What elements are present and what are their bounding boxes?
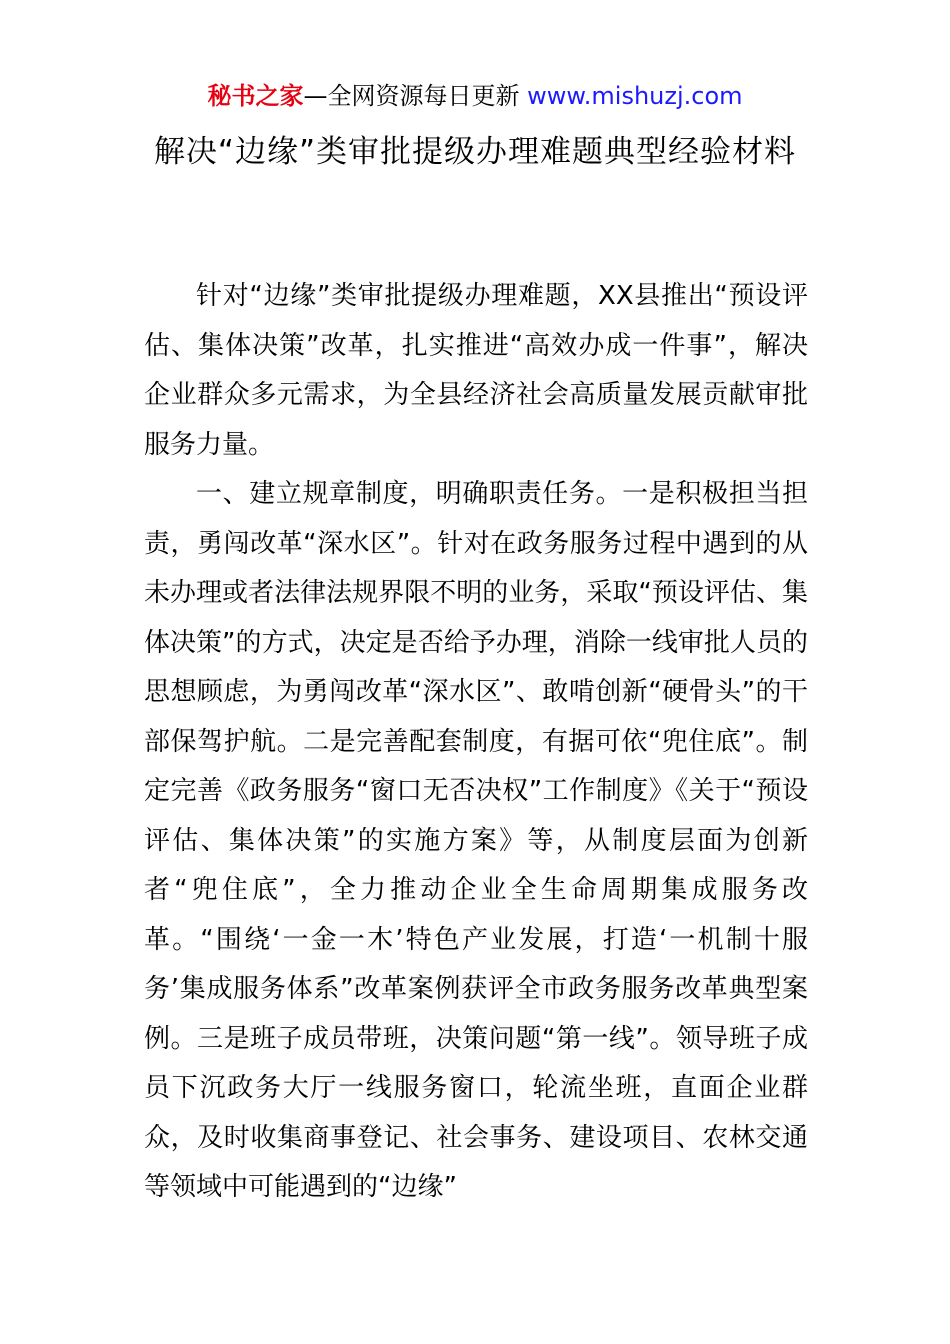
paragraph-section-1: 一、建立规章制度，明确职责任务。一是积极担当担责，勇闯改革“深水区”。针对在政务服务过程中遇到的从未办理或者法律法规界限不明的业务，采取“预设评估、集体决策”的方式，决定是否给予办理，消除一线审批人员的思想顾虑，为勇闯改革“深水区”、敢啃创新“硬骨头”的干部保驾护航。二是完善配套制度，有据可依“兜住底”。制定完善《政务服务“窗口无否决权”工作制度》《关于“预设评估、集体决策”的实施方案》等，从制度层面为创新者“兜住底”，全力推动企业全生命周期集成服务改革。“围绕‘一金一木’特色产业发展，打造‘一机制十服务’集成服务体系”改革案例获评全市政务服务改革典型案例。三是班子成员带班，决策问题“第一线”。领导班子成员下沉政务大厅一线服务窗口，轮流坐班，直面企业群众，及时收集商事登记、社会事务、建设项目、农林交通等领域中可能遇到的“边缘” — [144, 479, 808, 1202]
site-header — [0, 80, 950, 112]
site-brand: 秘书之家 — [207, 82, 304, 110]
document-body — [144, 272, 808, 1213]
document-title: 解决“边缘”类审批提级办理难题典型经验材料 — [153, 134, 797, 170]
site-url[interactable]: www.mishuzj.com — [527, 82, 743, 110]
paragraph-intro: 针对“边缘”类审批提级办理难题，XX县推出“预设评估、集体决策”改革，扎实推进“高效办成一件事”，解决企业群众多元需求，为全县经济社会高质量发展贡献审批服务力量。 — [144, 281, 808, 460]
site-slogan: —全网资源每日更新 — [303, 82, 528, 110]
